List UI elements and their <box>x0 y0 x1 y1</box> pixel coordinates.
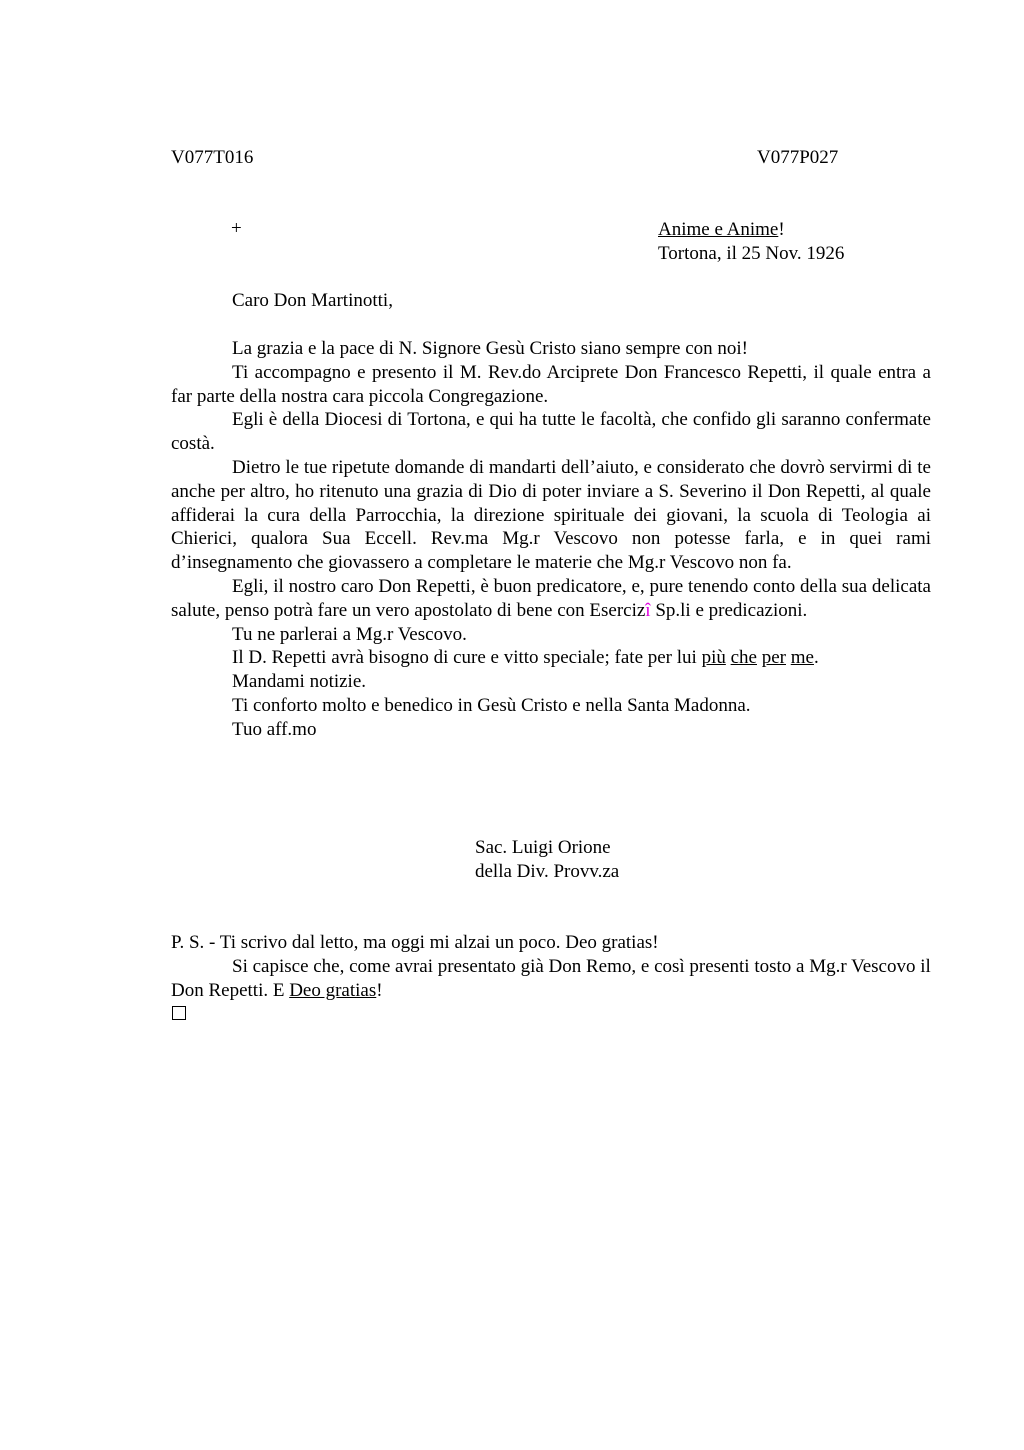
postscript-text: ! <box>376 979 383 1001</box>
letter-heading <box>658 218 844 266</box>
signature-title: della Div. Provv.za <box>475 861 620 882</box>
motto-exclamation: ! <box>778 219 785 240</box>
paragraph-text: Egli, il nostro caro Don Repetti, è buon predicatore, e, pure tenendo conto della sua delicata salute, penso potrà fare un vero apostolato di bene con Eserciz <box>171 575 931 621</box>
paragraph: Dietro le tue ripetute domande di mandarti dell’aiuto, e considerato che dovrò servirmi di te anche per altro, ho ritenuto una grazia di Dio di poter inviare a S. Severino il Don Repetti, al quale affiderai la cura della Parrocchia, la direzione spirituale dei giovani, la scuola di Teologia ai Chierici, qualora Sua Eccell. Rev.ma Mg.r Vescovo non potesse farla, e in quei rami d’insegnamento che giovassero a completare le materie che Mg.r Vescovo non fa. <box>171 456 931 574</box>
paragraph-text: . <box>813 647 819 669</box>
paragraph: Tu ne parlerai a Mg.r Vescovo. <box>232 623 467 645</box>
salutation: Caro Don Martinotti, <box>232 290 393 311</box>
place-date: Tortona, il 25 Nov. 1926 <box>658 243 845 264</box>
paragraph <box>171 575 931 623</box>
end-box-marker <box>172 1006 186 1020</box>
document-code-right: V077P027 <box>757 147 839 168</box>
postscript <box>171 931 931 1002</box>
underlined-word: più <box>701 647 726 669</box>
correction-mark: î <box>645 599 651 621</box>
motto-line <box>658 218 844 242</box>
underlined-word: per <box>761 647 786 669</box>
underlined-word: me <box>790 647 814 669</box>
postscript-line <box>171 955 931 1003</box>
document-code-left: V077T016 <box>171 147 254 168</box>
motto-text: Anime e Anime <box>658 219 779 240</box>
closing: Tuo aff.mo <box>232 718 317 740</box>
paragraph: Ti conforto molto e benedico in Gesù Cristo e nella Santa Madonna. <box>232 694 751 716</box>
paragraph: Egli è della Diocesi di Tortona, e qui ha tutte le facoltà, che confido gli saranno confermate costà. <box>171 409 931 455</box>
underlined-phrase: Deo gratias <box>289 979 377 1001</box>
paragraph-text: Il D. Repetti avrà bisogno di cure e vitto speciale; fate per lui <box>232 647 702 669</box>
postscript-text: Si capisce che, come avrai presentato già Don Remo, e così presenti tosto a Mg.r Vescovo il Don Repetti. E <box>171 955 931 1001</box>
letter-body <box>171 337 931 742</box>
paragraph: Ti accompagno e presento il M. Rev.do Arciprete Don Francesco Repetti, il quale entra a far parte della nostra cara piccola Congregazione. <box>171 361 931 407</box>
paragraph: La grazia e la pace di N. Signore Gesù Cristo siano sempre con noi! <box>232 338 749 359</box>
signature <box>475 836 619 884</box>
postscript-line: P. S. - Ti scrivo dal letto, ma oggi mi alzai un poco. Deo gratias! <box>171 932 659 953</box>
paragraph <box>171 646 931 670</box>
underlined-word: che <box>730 647 757 669</box>
paragraph-text: Sp.li e predicazioni. <box>650 599 808 621</box>
cross-mark: + <box>231 218 242 239</box>
paragraph: Mandami notizie. <box>232 671 367 693</box>
signature-name: Sac. Luigi Orione <box>475 837 611 858</box>
